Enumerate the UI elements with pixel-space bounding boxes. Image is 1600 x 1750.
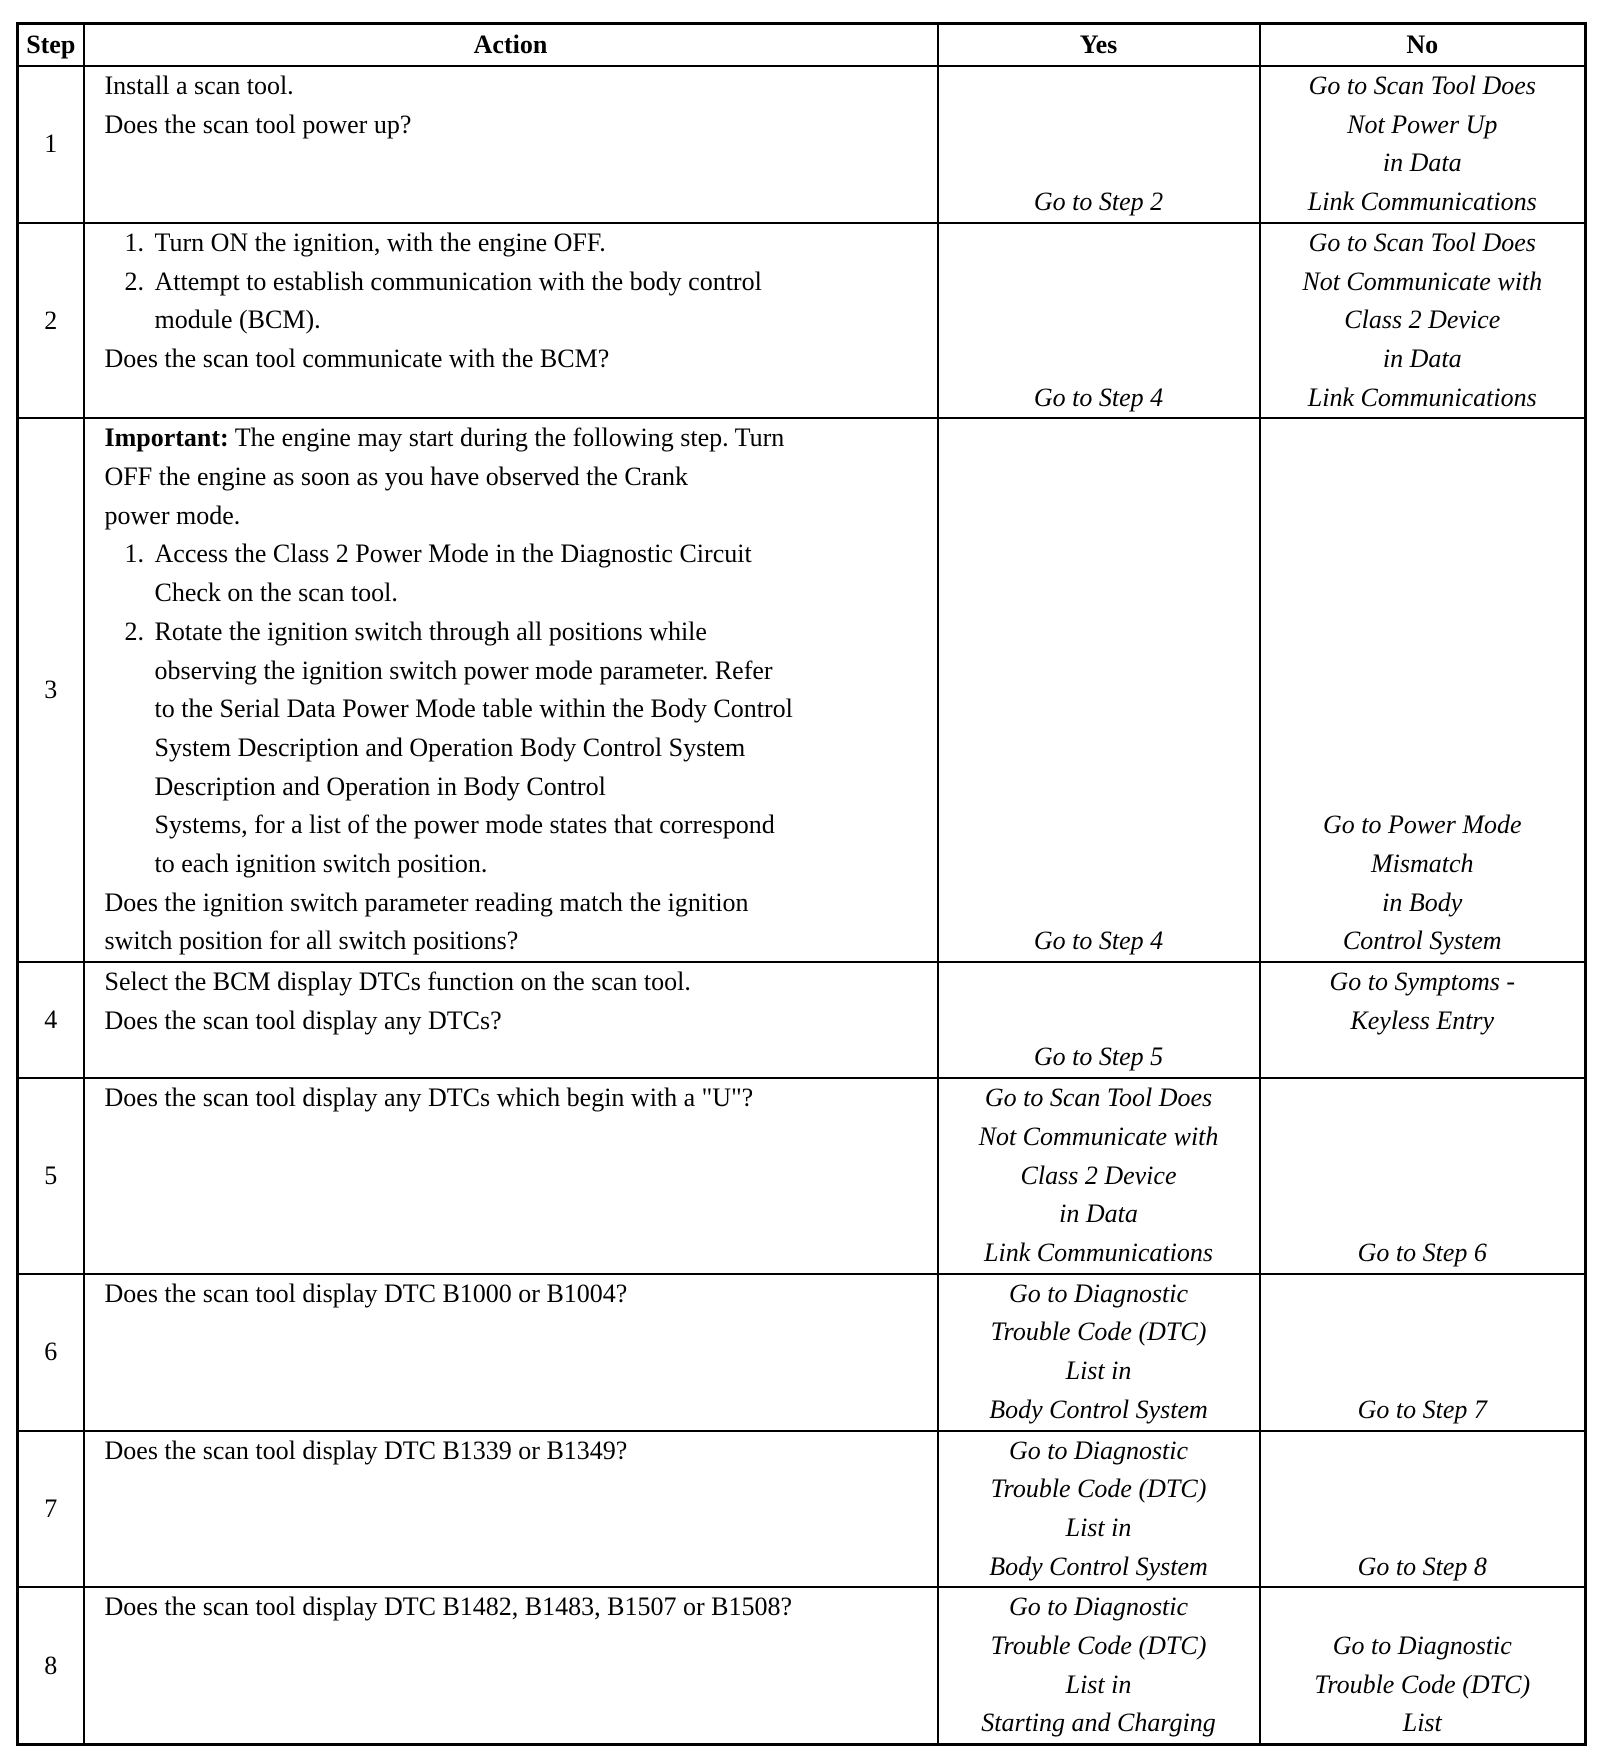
substep-line: 2. Attempt to establish communication with the body control (154, 266, 762, 296)
diagnostic-table-sheet (16, 22, 1584, 1746)
important-line: power mode. (104, 500, 241, 530)
action-cell (84, 1274, 938, 1431)
substep-item (151, 535, 927, 612)
no-cell (1260, 1587, 1586, 1744)
table-row-step-1 (18, 66, 1586, 223)
action-question: Does the scan tool display DTC B1339 or B1349? (104, 1435, 628, 1465)
action-question: Does the scan tool display DTC B1000 or B1004? (104, 1278, 628, 1308)
action-cell (84, 1431, 938, 1588)
no-cell (1260, 418, 1586, 962)
yes-line: Go to Step 4 (1033, 926, 1164, 956)
yes-line: List in (1065, 1356, 1132, 1386)
header-action: Action (84, 24, 938, 67)
yes-line: Go to Diagnostic (1008, 1278, 1189, 1308)
table-row-step-3 (18, 418, 1586, 962)
action-cell (84, 223, 938, 419)
substep-line: System Description and Operation Body Control System (154, 732, 746, 762)
action-cell (84, 66, 938, 223)
action-question: Does the scan tool display any DTCs which begin with a "U"? (104, 1083, 754, 1113)
substep-line: Check on the scan tool. (154, 578, 398, 608)
yes-line: Starting and Charging (981, 1708, 1216, 1738)
header-row (18, 24, 1586, 67)
substep-line: observing the ignition switch power mode parameter. Refer (154, 655, 773, 685)
step-number: 2 (18, 223, 84, 419)
substep-item (151, 224, 927, 263)
yes-cell (938, 1078, 1260, 1274)
step-number: 3 (18, 418, 84, 962)
no-cell (1260, 962, 1586, 1078)
no-line: List (1402, 1708, 1442, 1738)
step-number: 8 (18, 1587, 84, 1744)
action-question: Does the scan tool communicate with the BCM? (104, 343, 610, 373)
diagnostic-table (16, 22, 1587, 1746)
substep-line: to the Serial Data Power Mode table within the Body Control (154, 694, 793, 724)
yes-line: Trouble Code (DTC) (990, 1631, 1207, 1661)
step-number: 6 (18, 1274, 84, 1431)
no-cell (1260, 1274, 1586, 1431)
no-line: Go to Step 6 (1357, 1237, 1487, 1267)
yes-cell (938, 962, 1260, 1078)
action-cell (84, 418, 938, 962)
no-line: Not Power Up (1347, 109, 1498, 139)
no-line: in Data (1382, 343, 1462, 373)
no-line: Go to Step 7 (1357, 1394, 1487, 1424)
no-line: Go to Scan Tool Does (1308, 227, 1536, 257)
yes-line: Body Control System (989, 1394, 1208, 1424)
yes-line: Go to Diagnostic (1008, 1592, 1189, 1622)
yes-cell (938, 1274, 1260, 1431)
yes-line: Trouble Code (DTC) (990, 1317, 1207, 1347)
yes-line: Go to Step 4 (1033, 382, 1164, 412)
table-row-step-5 (18, 1078, 1586, 1274)
substep-line: to each ignition switch position. (154, 849, 488, 879)
substep-item (151, 613, 927, 884)
substep-line: Description and Operation in Body Control (154, 771, 606, 801)
important-text: The engine may start during the following step. Turn (228, 423, 785, 453)
action-question: Does the ignition switch parameter reading match the ignition (104, 887, 749, 917)
header-yes: Yes (938, 24, 1260, 67)
yes-line: Class 2 Device (1020, 1160, 1177, 1190)
yes-line: Trouble Code (DTC) (990, 1474, 1207, 1504)
substep-line: 2. Rotate the ignition switch through all positions while (154, 616, 707, 646)
yes-line: List in (1065, 1512, 1132, 1542)
substep-line: module (BCM). (154, 305, 321, 335)
action-cell (84, 962, 938, 1078)
table-row-step-4 (18, 962, 1586, 1078)
no-line: Control System (1342, 926, 1502, 956)
yes-line: Link Communications (984, 1237, 1213, 1267)
no-cell (1260, 1078, 1586, 1274)
step-number: 4 (18, 962, 84, 1078)
no-line: Class 2 Device (1344, 305, 1501, 335)
no-line: in Data (1382, 148, 1462, 178)
yes-line: Go to Scan Tool Does (984, 1083, 1213, 1113)
step-number: 7 (18, 1431, 84, 1588)
header-step: Step (18, 24, 84, 67)
no-line: Link Communications (1307, 187, 1537, 217)
table-row-step-2 (18, 223, 1586, 419)
no-line: Go to Power Mode (1322, 810, 1522, 840)
table-row-step-8 (18, 1587, 1586, 1744)
substep-list (105, 224, 927, 340)
action-cell (84, 1587, 938, 1744)
no-line: Not Communicate with (1302, 266, 1543, 296)
yes-cell (938, 66, 1260, 223)
action-cell (84, 1078, 938, 1274)
no-line: Keyless Entry (1350, 1005, 1495, 1035)
header-no: No (1260, 24, 1586, 67)
substep-line: 1. Turn ON the ignition, with the engine OFF. (154, 227, 606, 257)
no-line: in Body (1382, 887, 1463, 917)
substep-item (151, 263, 927, 340)
substep-line: 1. Access the Class 2 Power Mode in the Diagnostic Circuit (154, 539, 752, 569)
action-line: Select the BCM display DTCs function on the scan tool. (104, 967, 691, 997)
yes-line: Go to Step 5 (1033, 1042, 1164, 1072)
no-cell (1260, 1431, 1586, 1588)
yes-line: List in (1065, 1669, 1132, 1699)
important-note (105, 419, 927, 458)
no-line: Mismatch (1370, 849, 1474, 879)
no-line: Go to Step 8 (1357, 1551, 1487, 1581)
yes-cell (938, 1587, 1260, 1744)
important-label: Important: (104, 423, 229, 453)
no-line: Trouble Code (DTC) (1314, 1669, 1531, 1699)
no-line: Go to Scan Tool Does (1308, 71, 1536, 100)
yes-line: Go to Step 2 (1033, 187, 1164, 217)
no-cell (1260, 223, 1586, 419)
table-row-step-6 (18, 1274, 1586, 1431)
no-cell (1260, 66, 1586, 223)
no-line: Go to Diagnostic (1332, 1631, 1512, 1661)
substep-list (105, 535, 927, 883)
action-line: Install a scan tool. (104, 71, 294, 100)
no-line: Go to Symptoms - (1329, 967, 1516, 997)
yes-cell (938, 1431, 1260, 1588)
important-line: OFF the engine as soon as you have observed the Crank (104, 462, 688, 492)
action-question: Does the scan tool display any DTCs? (104, 1005, 502, 1035)
no-line: Link Communications (1307, 382, 1537, 412)
action-question: Does the scan tool power up? (104, 109, 412, 139)
yes-line: Not Communicate with (978, 1121, 1219, 1151)
step-number: 5 (18, 1078, 84, 1274)
yes-cell (938, 418, 1260, 962)
substep-line: Systems, for a list of the power mode states that correspond (154, 810, 775, 840)
step-number: 1 (18, 66, 84, 223)
yes-line: Go to Diagnostic (1008, 1435, 1189, 1465)
action-question: switch position for all switch positions? (104, 926, 519, 956)
yes-line: in Data (1059, 1199, 1138, 1229)
action-question: Does the scan tool display DTC B1482, B1483, B1507 or B1508? (104, 1592, 793, 1622)
table-row-step-7 (18, 1431, 1586, 1588)
yes-line: Body Control System (989, 1551, 1208, 1581)
yes-cell (938, 223, 1260, 419)
